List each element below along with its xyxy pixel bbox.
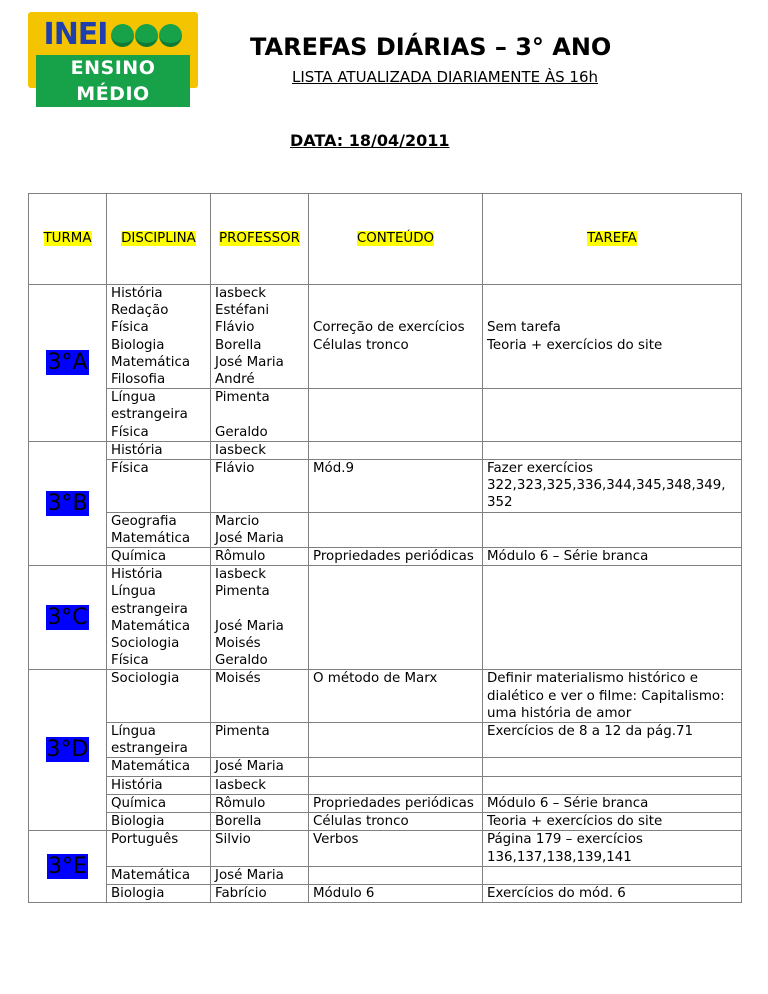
disciplina-cell: Biologia [107, 813, 211, 831]
professor-cell: Pimenta [211, 723, 309, 758]
header-turma: TURMA [29, 194, 107, 285]
tarefa-cell [483, 866, 742, 884]
disciplina-cell: Química [107, 548, 211, 566]
tarefa-cell: Teoria + exercícios do site [483, 813, 742, 831]
disciplina-cell: Biologia [107, 884, 211, 902]
logo-subtitle: ENSINO MÉDIO [36, 55, 190, 107]
professor-cell: Moisés [211, 670, 309, 723]
disciplina-cell: Física [107, 460, 211, 513]
table-row [29, 389, 742, 442]
turma-cell: 3°E [29, 831, 107, 903]
logo-brand-text: INEI [43, 17, 108, 52]
tarefa-cell [483, 566, 742, 670]
tarefa-cell: Definir materialismo histórico e dialético e ver o filme: Capitalismo: uma história de amor [483, 670, 742, 723]
tarefa-cell [483, 776, 742, 794]
tarefa-cell [483, 512, 742, 547]
turma-cell: 3°C [29, 566, 107, 670]
conteudo-cell: Módulo 6 [309, 884, 483, 902]
disciplina-cell: Matemática [107, 866, 211, 884]
professor-cell: Borella [211, 813, 309, 831]
table-row [29, 884, 742, 902]
turma-cell: 3°D [29, 670, 107, 831]
conteudo-cell [309, 512, 483, 547]
professor-cell: Rômulo [211, 548, 309, 566]
conteudo-cell [309, 758, 483, 776]
disciplina-cell: Sociologia [107, 670, 211, 723]
tarefa-cell [483, 758, 742, 776]
logo-circles-icon [110, 24, 182, 47]
professor-cell: José Maria [211, 866, 309, 884]
table-row [29, 794, 742, 812]
table-row [29, 776, 742, 794]
disciplina-cell: História [107, 776, 211, 794]
conteudo-cell: Células tronco [309, 813, 483, 831]
header-tarefa: TAREFA [483, 194, 742, 285]
tarefa-cell: Módulo 6 – Série branca [483, 548, 742, 566]
conteudo-cell: Correção de exercícios Células tronco [309, 285, 483, 389]
table-row [29, 512, 742, 547]
disciplina-cell: Língua estrangeira [107, 723, 211, 758]
date-label: DATA: 18/04/2011 [290, 131, 450, 150]
table-row [29, 460, 742, 513]
professor-cell: Rômulo [211, 794, 309, 812]
school-logo [28, 12, 198, 105]
table-row [29, 831, 742, 866]
tarefa-cell: Fazer exercícios 322,323,325,336,344,345,348,349, 352 [483, 460, 742, 513]
tarefa-cell [483, 441, 742, 459]
tarefa-cell: Exercícios do mód. 6 [483, 884, 742, 902]
tarefa-cell: Módulo 6 – Série branca [483, 794, 742, 812]
tarefa-cell: Página 179 – exercícios 136,137,138,139,141 [483, 831, 742, 866]
professor-cell: Iasbeck [211, 776, 309, 794]
conteudo-cell: Propriedades periódicas [309, 794, 483, 812]
page-title: TAREFAS DIÁRIAS – 3° ANO [250, 33, 612, 61]
header-disciplina: DISCIPLINA [107, 194, 211, 285]
conteudo-cell [309, 776, 483, 794]
professor-cell: Flávio [211, 460, 309, 513]
professor-cell: Iasbeck Estéfani Flávio Borella José Maria André [211, 285, 309, 389]
professor-cell: Fabrício [211, 884, 309, 902]
disciplina-cell: História [107, 441, 211, 459]
conteudo-cell: O método de Marx [309, 670, 483, 723]
table-header-row [29, 194, 742, 285]
conteudo-cell [309, 723, 483, 758]
tarefa-cell [483, 389, 742, 442]
conteudo-cell: Mód.9 [309, 460, 483, 513]
professor-cell: José Maria [211, 758, 309, 776]
header-professor: PROFESSOR [211, 194, 309, 285]
table-row [29, 813, 742, 831]
disciplina-cell: Língua estrangeira Física [107, 389, 211, 442]
disciplina-cell: Geografia Matemática [107, 512, 211, 547]
conteudo-cell: Propriedades periódicas [309, 548, 483, 566]
table-row [29, 758, 742, 776]
page-subtitle: LISTA ATUALIZADA DIARIAMENTE ÀS 16h [292, 68, 598, 86]
table-row [29, 670, 742, 723]
conteudo-cell [309, 866, 483, 884]
tarefa-cell: Sem tarefa Teoria + exercícios do site [483, 285, 742, 389]
disciplina-cell: História Língua estrangeira Matemática Sociologia Física [107, 566, 211, 670]
turma-cell: 3°B [29, 441, 107, 565]
disciplina-cell: Português [107, 831, 211, 866]
table-row [29, 548, 742, 566]
tarefa-cell: Exercícios de 8 a 12 da pág.71 [483, 723, 742, 758]
professor-cell: Iasbeck Pimenta José Maria Moisés Geraldo [211, 566, 309, 670]
table-row [29, 285, 742, 389]
turma-cell: 3°A [29, 285, 107, 442]
professor-cell: Marcio José Maria [211, 512, 309, 547]
tasks-table [28, 193, 742, 903]
professor-cell: Iasbeck [211, 441, 309, 459]
conteudo-cell: Verbos [309, 831, 483, 866]
disciplina-cell: História Redação Física Biologia Matemática Filosofia [107, 285, 211, 389]
professor-cell: Pimenta Geraldo [211, 389, 309, 442]
conteudo-cell [309, 389, 483, 442]
conteudo-cell [309, 566, 483, 670]
table-row [29, 441, 742, 459]
professor-cell: Silvio [211, 831, 309, 866]
disciplina-cell: Química [107, 794, 211, 812]
conteudo-cell [309, 441, 483, 459]
header-conteudo: CONTEÚDO [309, 194, 483, 285]
table-row [29, 566, 742, 670]
table-row [29, 866, 742, 884]
table-row [29, 723, 742, 758]
disciplina-cell: Matemática [107, 758, 211, 776]
